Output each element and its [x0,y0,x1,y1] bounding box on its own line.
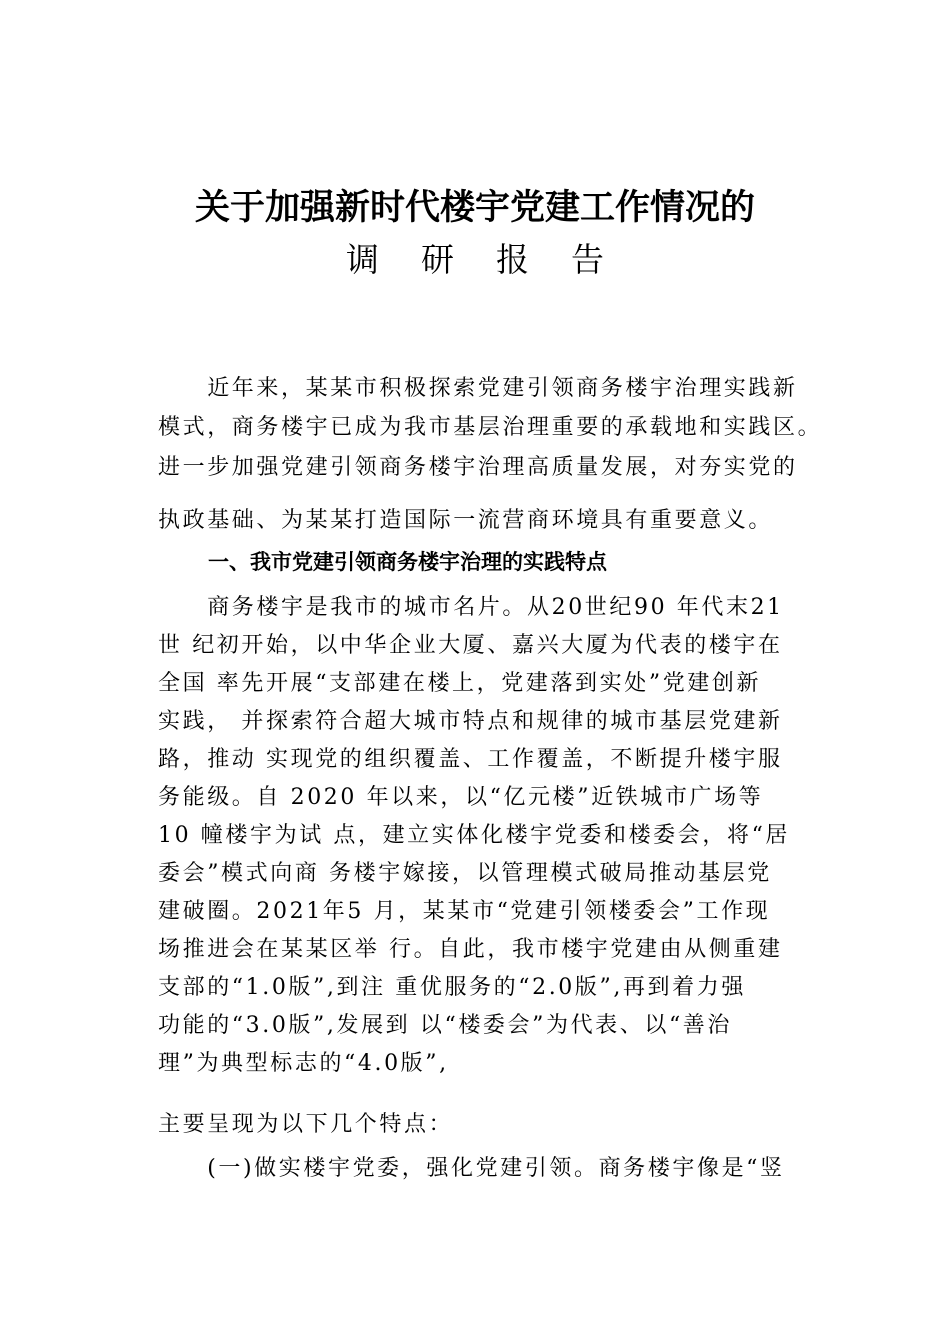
body-line: 10 幢楼宇为试 点，建立实体化楼宇党委和楼委会，将“居 [158,823,791,848]
body-line: 路，推动 实现党的组织覆盖、工作覆盖，不断提升楼宇服 [158,747,783,772]
body-line: 实践， 并探索符合超大城市特点和规律的城市基层党建新 [158,709,783,734]
body-line: 商务楼宇是我市的城市名片。从20世纪90 年代末21 [158,595,784,620]
intro-line: 模式，商务楼宇已成为我市基层治理重要的承载地和实践区。 [158,415,823,440]
body-line: 全国 率先开展“支部建在楼上，党建落到实处”党建创新 [158,671,762,696]
summary-line: 主要呈现为以下几个特点： [158,1112,454,1137]
document-title: 关于加强新时代楼宇党建工作情况的 [194,188,755,228]
intro-line: 执政基础、为某某打造国际一流营商环境具有重要意义。 [158,508,774,533]
body-line: 支部的“1.0版”,到注 重优服务的“2.0版”,再到着力强 [158,975,746,1000]
body-line: 委会”模式向商 务楼宇嫁接，以管理模式破局推动基层党 [158,861,772,886]
section-heading: 一、我市党建引领商务楼宇治理的实践特点 [208,550,607,574]
intro-line: 近年来，某某市积极探索党建引领商务楼宇治理实践新 [158,376,798,401]
body-line: 场推进会在某某区举 行。自此，我市楼宇党建由从侧重建 [158,937,783,962]
body-line: 功能的“3.0版”,发展到 以“楼委会”为代表、以“善治 [158,1013,733,1038]
body-line: 世 纪初开始，以中华企业大厦、嘉兴大厦为代表的楼宇在 [158,633,783,658]
document-subtitle: 调研报告 [346,240,646,279]
subsection-line: (一)做实楼宇党委，强化党建引领。商务楼宇像是“竖 [158,1156,785,1181]
body-line: 理”为典型标志的“4.0版”, [158,1051,449,1076]
body-line: 建破圈。2021年5 月，某某市“党建引领楼委会”工作现 [158,899,771,924]
intro-line: 进一步加强党建引领商务楼宇治理高质量发展，对夯实党的 [158,455,798,480]
body-line: 务能级。自 2020 年以来，以“亿元楼”近铁城市广场等 [158,785,764,810]
